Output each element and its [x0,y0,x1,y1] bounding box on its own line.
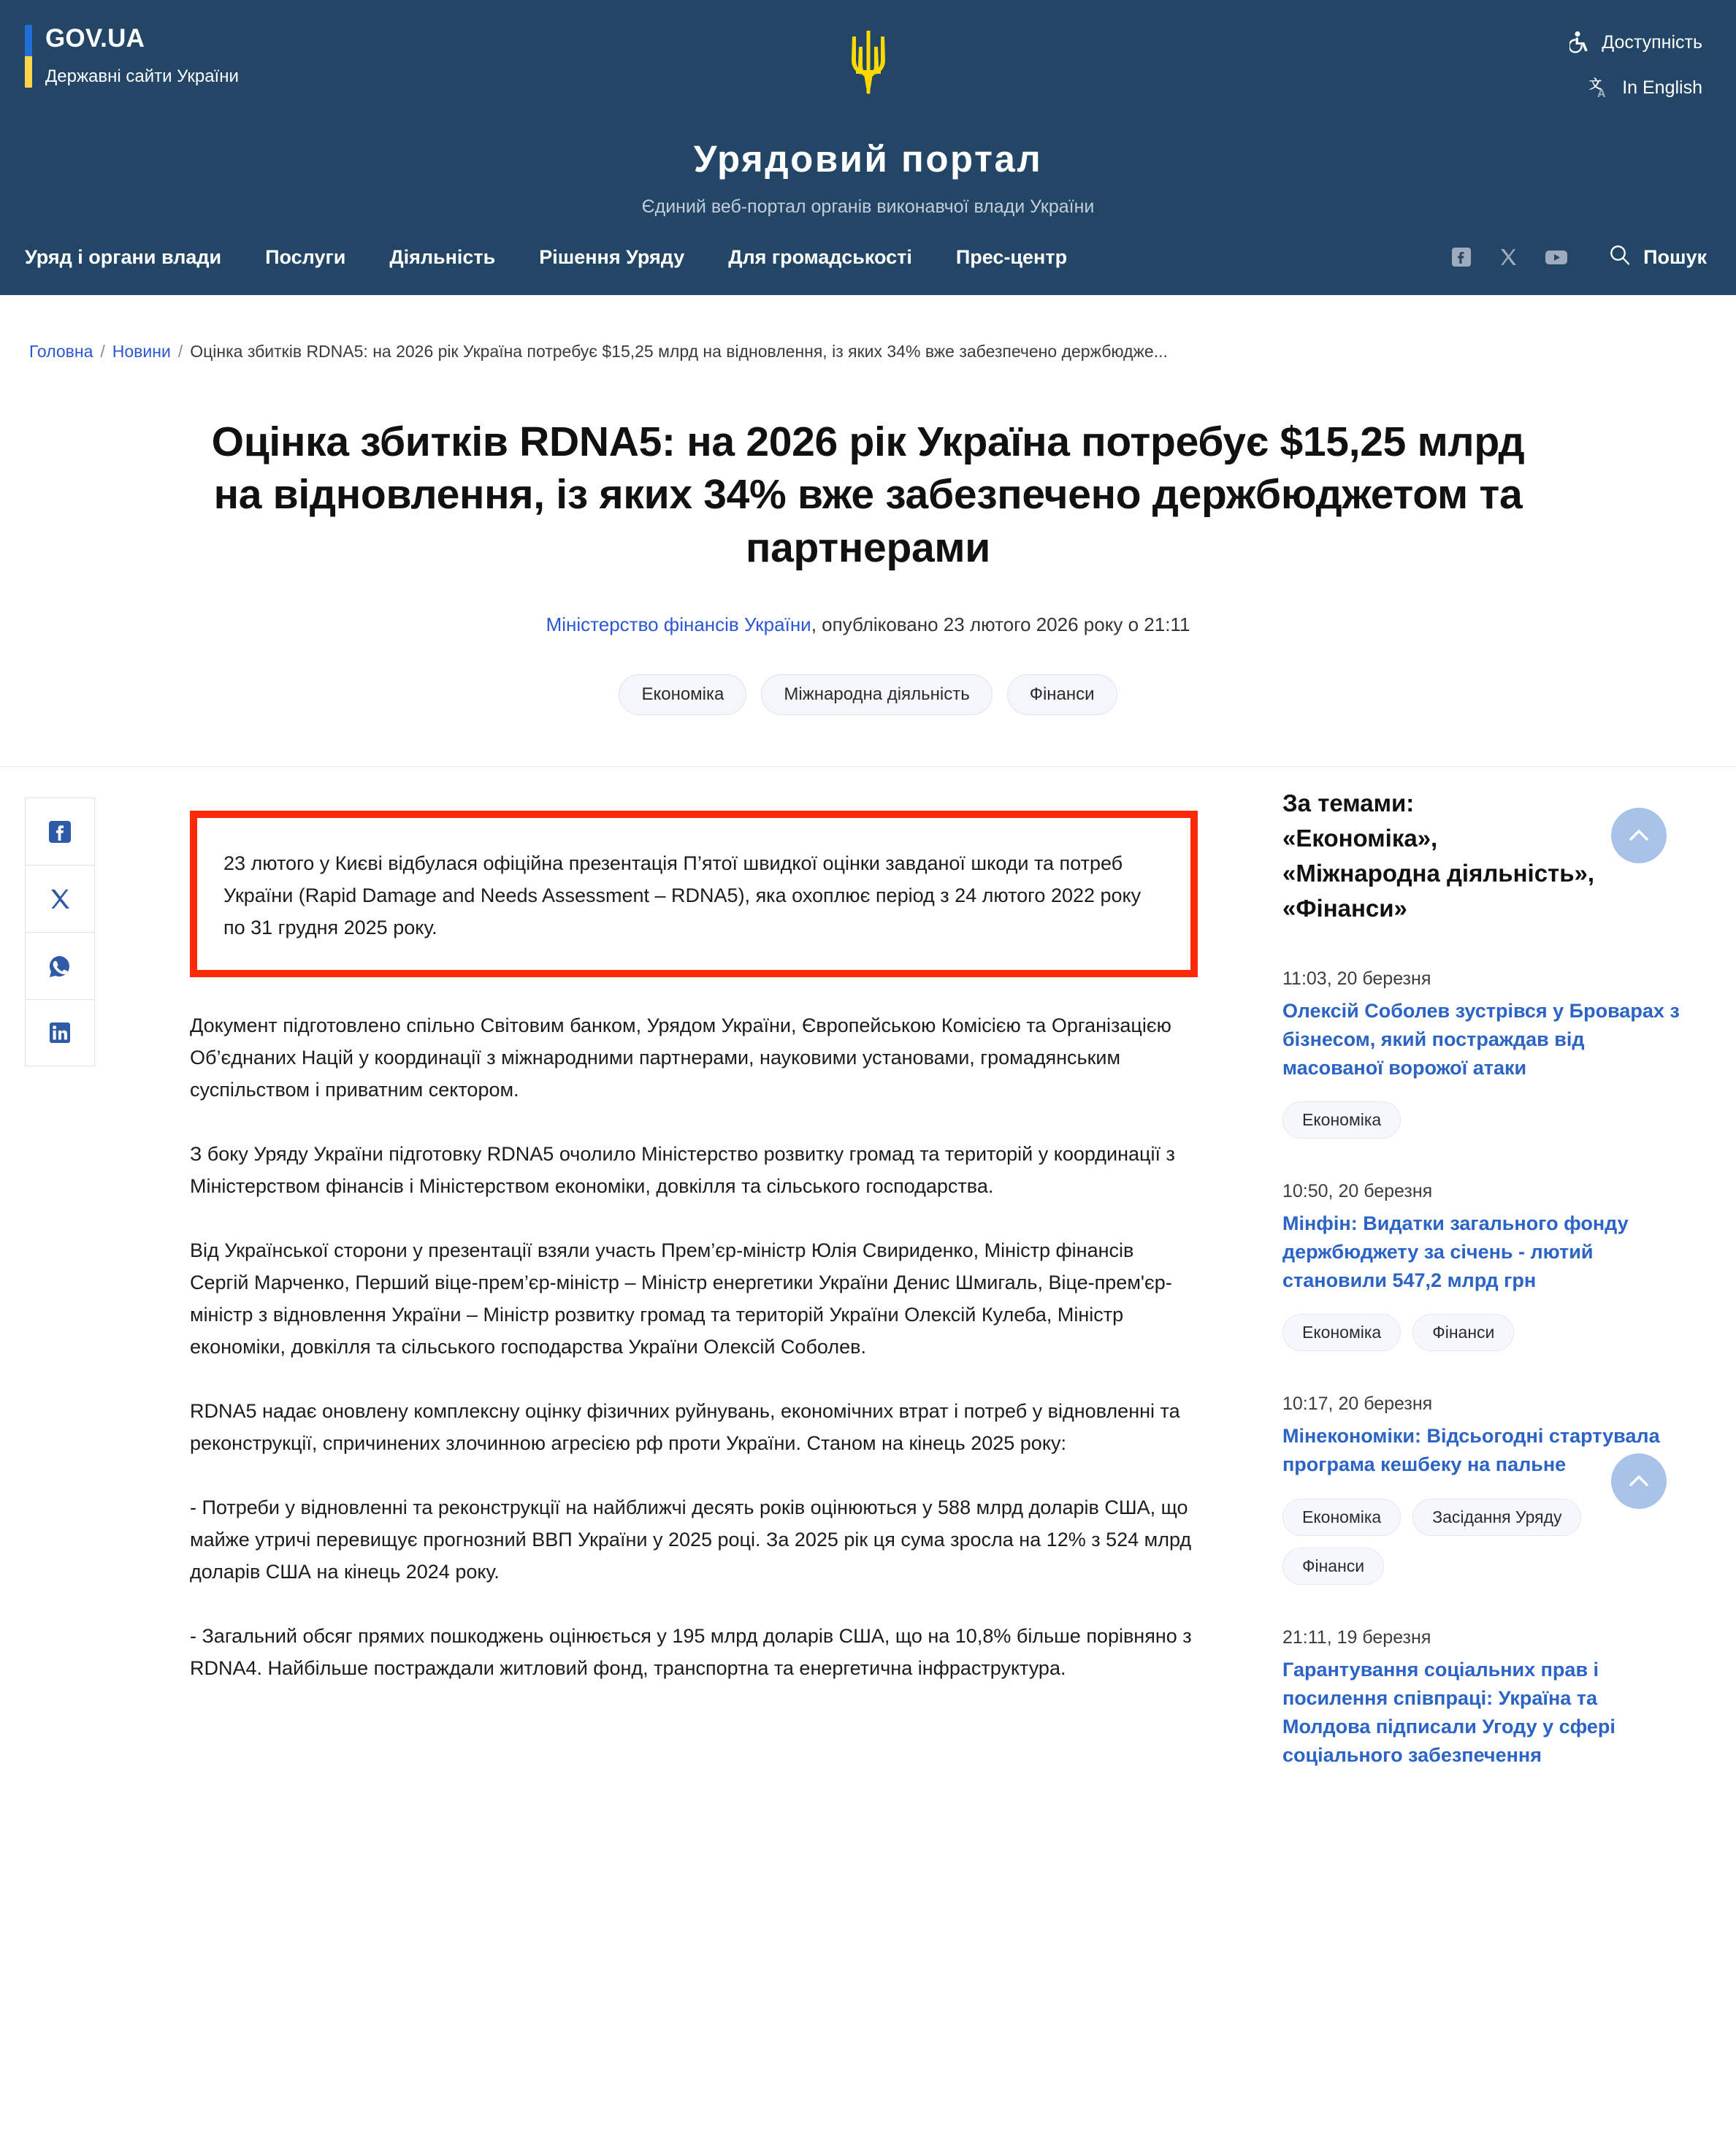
news-tag[interactable]: Економіка [1282,1499,1401,1536]
article-body [110,767,1263,1684]
nav-item-press[interactable]: Прес-центр [955,245,1068,268]
search-button[interactable] [1608,243,1707,272]
x-share-icon[interactable] [25,865,95,932]
news-title-link[interactable]: Мінекономіки: Відсьогодні стартувала програма кешбеку на пальне [1282,1425,1660,1476]
breadcrumb-home[interactable]: Головна [29,342,93,361]
article-header [0,362,1736,715]
scroll-to-top-button[interactable] [1611,1453,1667,1509]
news-tag[interactable]: Економіка [1282,1101,1401,1139]
news-tag-row [1282,1101,1681,1139]
sidebar-heading-line-1: «Економіка», [1282,824,1438,852]
nav-item-decisions[interactable]: Рішення Уряду [539,245,685,268]
article-source-link[interactable]: Міністерство фінансів України [546,613,811,636]
news-timestamp: 21:11, 19 березня [1282,1626,1431,1648]
youtube-icon[interactable] [1544,246,1569,268]
language-switch-link[interactable] [1588,76,1702,99]
article-tag-economy[interactable]: Економіка [619,674,746,715]
ukraine-flag-bar [25,25,32,88]
svg-text:文: 文 [1589,77,1602,91]
news-timestamp: 10:50, 20 березня [1282,1180,1433,1201]
list-item [1282,1181,1681,1351]
linkedin-share-icon[interactable] [25,999,95,1066]
news-tag[interactable]: Засідання Уряду [1412,1499,1581,1536]
nav-item-services[interactable]: Послуги [265,245,346,268]
main-content [0,767,1736,1770]
wheelchair-icon [1569,31,1591,54]
translate-icon [1588,76,1612,99]
header-center-block [0,28,1736,218]
article-paragraph-5: - Потреби у відновленні та реконструкції на найближчі десять років оцінюються у 588 млрд доларів США, що майже утричі перевищує прогнозний ВВП України у 2025 році. За 2025 рік ця сума зросла на 12% з 524 млрд доларів США на кінець 2024 року. [190,1496,1192,1583]
article-paragraph-4: RDNA5 надає оновлену комплексну оцінку фізичних руйнувань, економічних втрат і потреб у відновленні та реконструкції, спричинених злочинною агресією рф проти України. Станом на кінець 2025 року: [190,1400,1180,1455]
article-tag-finance[interactable]: Фінанси [1007,674,1117,715]
sidebar-heading-line-0: За темами: [1282,790,1415,817]
facebook-icon[interactable] [1450,246,1472,268]
news-tag[interactable]: Фінанси [1412,1314,1514,1351]
chevron-up-icon [1624,821,1653,850]
article-paragraph-lead: 23 лютого у Києві відбулася офіційна презентація П’ятої швидкої оцінки завданої шкоди та потреб України (Rapid Damage and Needs Assessment – RDNA5), яка охоплює період з 24 лютого 2022 року по 31 грудня 2025 року. [223,852,1142,939]
news-tag-row [1282,1314,1681,1351]
facebook-share-icon[interactable] [25,798,95,865]
scroll-to-top-button[interactable] [1611,808,1667,863]
breadcrumb-separator-2: / [177,342,183,361]
breadcrumb-current: Оцінка збитків RDNA5: на 2026 рік Україна потребує $15,25 млрд на відновлення, із яких 34% вже забезпечено держбюдже... [190,342,1168,361]
page-title: Оцінка збитків RDNA5: на 2026 рік Україна потребує $15,25 млрд на відновлення, із яких 34% вже забезпечено держбюджетом та партнерами [211,418,1525,571]
breadcrumb-news[interactable]: Новини [112,342,171,361]
nav-item-activity[interactable]: Діяльність [389,245,496,268]
news-timestamp: 11:03, 20 березня [1282,968,1431,989]
breadcrumb-separator-1: / [100,342,105,361]
news-timestamp: 10:17, 20 березня [1282,1394,1433,1415]
site-header [0,0,1736,295]
accessibility-link[interactable] [1569,31,1702,54]
flag-blue-stripe [25,25,32,56]
sidebar-heading-line-3: «Фінанси» [1282,894,1407,922]
gov-logo-text [45,25,239,88]
related-news-sidebar [1263,767,1716,1770]
header-top-bar [0,0,1736,219]
search-icon [1608,243,1632,272]
svg-text:A: A [1597,88,1606,99]
news-title-link[interactable]: Гарантування соціальних прав і посилення співпраці: Україна та Молдова підписали Угоду у сфері соціального забезпечення [1282,1658,1615,1767]
list-item [1282,1627,1681,1770]
news-tag-row [1282,1499,1681,1585]
flag-yellow-stripe [25,56,32,88]
search-label: Пошук [1643,245,1707,268]
portal-title: Урядовий портал [693,138,1043,180]
chevron-up-icon [1624,1467,1653,1496]
nav-item-public[interactable]: Для громадськості [728,245,912,268]
accessibility-label: Доступність [1602,31,1702,53]
highlighted-paragraph-box [190,811,1198,977]
header-utility-links [1569,25,1702,99]
nav-right-group [1450,243,1707,272]
gov-ua-subtitle: Державні сайти України [45,66,239,87]
news-title-link[interactable]: Мінфін: Видатки загального фонду держбюджету за січень - лютий становили 547,2 млрд грн [1282,1212,1629,1292]
gov-ua-logo[interactable] [25,25,239,88]
article-paragraph-6: - Загальний обсяг прямих пошкоджень оцінюється у 195 млрд доларів США, що на 10,8% більше порівняно з RDNA4. Найбільше постраждали житловий фонд, транспортна та енергетична інфраструктура. [190,1625,1192,1680]
whatsapp-share-icon[interactable] [25,932,95,999]
article-tag-row [190,674,1546,715]
breadcrumb [0,295,1736,362]
list-item [1282,968,1681,1139]
article-byline [190,613,1546,636]
nav-item-government[interactable]: Уряд і органи влади [25,245,222,268]
article-published-text: , опубліковано 23 лютого 2026 року о 21:11 [811,613,1190,636]
nav-items [25,246,1067,269]
gov-ua-wordmark: GOV.UA [45,24,145,53]
article-tag-international[interactable]: Міжнародна діяльність [761,674,992,715]
english-label: In English [1622,77,1702,98]
share-sidebar [0,767,110,1066]
x-icon[interactable] [1497,246,1519,268]
sidebar-heading-line-2: «Міжнародна діяльність», [1282,859,1595,887]
main-navigation [0,219,1736,295]
portal-subtitle: Єдиний веб-портал органів виконавчої влади України [641,196,1095,217]
news-tag[interactable]: Фінанси [1282,1548,1384,1585]
article-paragraph-2: З боку Уряду України підготовку RDNA5 очолило Міністерство розвитку громад та територій у координації з Міністерством фінансів і Міністерством економіки, довкілля та сільського господарства. [190,1143,1175,1198]
news-title-link[interactable]: Олексій Соболев зустрівся у Броварах з бізнесом, який постраждав від масованої ворожої атаки [1282,999,1680,1079]
article-paragraph-3: Від Української сторони у презентації взяли участь Прем’єр-міністр Юлія Свириденко, Міністр фінансів Сергій Марченко, Перший віце-прем’єр-міністр – Міністр енергетики України Денис Шмигаль, Віце-прем'єр-міністр з відновлення України – Міністр розвитку громад та територій України Олексій Кулеба, Міністр економіки, довкілля та сільського господарства України Олексій Соболев. [190,1239,1172,1358]
ukraine-trident-icon [846,28,891,98]
article-paragraph-1: Документ підготовлено спільно Світовим банком, Урядом України, Європейською Комісією та Організацією Об’єднаних Націй у координації з міжнародними партнерами, науковими установами, громадянським суспільством і приватним сектором. [190,1014,1171,1101]
news-tag[interactable]: Економіка [1282,1314,1401,1351]
